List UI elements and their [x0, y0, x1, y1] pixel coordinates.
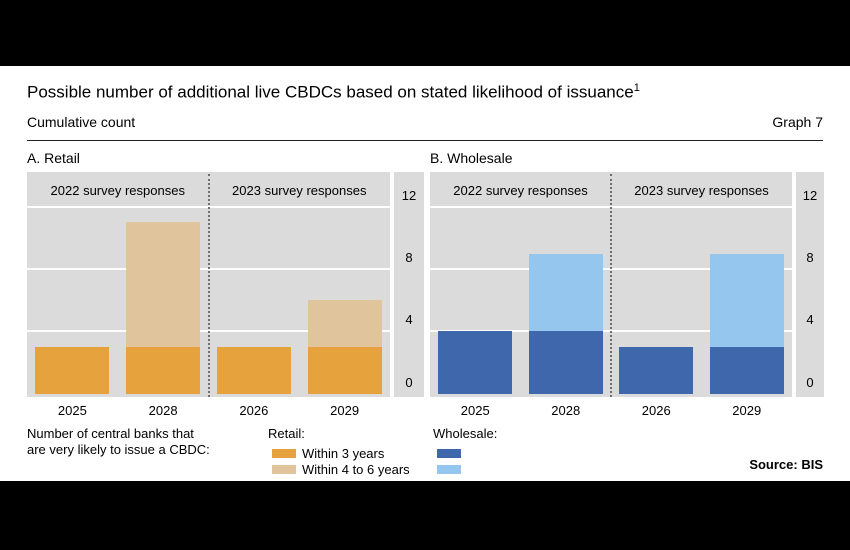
y-axis-band — [394, 172, 424, 397]
panel-title: A. Retail — [27, 150, 80, 166]
legend-swatch-icon — [437, 449, 461, 458]
legend-item — [272, 445, 385, 462]
source-label: Source: BIS — [749, 457, 823, 472]
y-axis-tick-label: 4 — [806, 312, 814, 328]
survey-divider-line — [610, 174, 612, 397]
x-axis-label: 2025 — [57, 403, 87, 418]
bar-segment-within-4-to-6-years — [529, 254, 603, 332]
y-axis-band — [796, 172, 824, 397]
y-axis-tick-label: 8 — [405, 250, 413, 266]
graph-number: Graph 7 — [772, 114, 823, 130]
plot-area — [27, 172, 390, 397]
legend-group-title: Retail: — [268, 426, 305, 441]
legend-group-retail — [268, 426, 410, 478]
bar-segment-within-3-years — [619, 347, 693, 394]
footnote-marker: 1 — [633, 82, 640, 94]
survey-group-label: 2023 survey responses — [232, 183, 367, 198]
bar-segment-within-3-years — [438, 331, 512, 393]
legend-item-label: Within 4 to 6 years — [302, 462, 410, 478]
survey-divider-line — [208, 174, 210, 397]
figure-title-text: Possible number of additional live CBDCs based on stated likelihood of issuance — [27, 82, 634, 102]
panel-title: B. Wholesale — [430, 150, 513, 166]
bar-segment-within-3-years — [217, 347, 291, 394]
x-axis-label: 2029 — [330, 403, 360, 418]
divider-rule — [27, 140, 823, 141]
x-axis-label: 2028 — [551, 403, 581, 418]
y-axis-tick-label: 12 — [401, 187, 417, 203]
x-axis-label: 2028 — [148, 403, 178, 418]
y-axis-tick-label: 8 — [806, 250, 814, 266]
x-axis-label: 2026 — [641, 403, 671, 418]
letterbox-bottom — [0, 481, 850, 550]
letterbox-top — [0, 0, 850, 66]
legend-note-line: Number of central banks that — [27, 426, 194, 441]
legend-swatch-icon — [437, 465, 461, 474]
report-figure — [0, 66, 850, 481]
bar-segment-within-3-years — [529, 331, 603, 393]
legend-swatch-icon — [272, 449, 296, 458]
x-axis-label: 2026 — [239, 403, 269, 418]
figure-title — [27, 77, 640, 104]
bar-segment-within-4-to-6-years — [126, 222, 200, 346]
x-axis-label: 2029 — [732, 403, 762, 418]
figure-unit-label: Cumulative count — [27, 114, 136, 130]
survey-group-label: 2023 survey responses — [634, 183, 769, 198]
legend-item-label: Within 3 years — [302, 446, 385, 462]
y-axis-tick-label: 0 — [405, 374, 413, 390]
legend-item — [437, 445, 467, 457]
bar-segment-within-3-years — [710, 347, 784, 394]
legend-group-title: Wholesale: — [433, 426, 498, 441]
legend-note — [27, 426, 210, 458]
legend-item — [437, 461, 467, 473]
bar-segment-within-3-years — [308, 347, 382, 394]
y-axis-tick-label: 12 — [802, 187, 818, 203]
survey-group-label: 2022 survey responses — [453, 183, 588, 198]
bar-segment-within-4-to-6-years — [710, 254, 784, 347]
bar-segment-within-3-years — [126, 347, 200, 394]
bar-segment-within-4-to-6-years — [308, 300, 382, 347]
survey-group-label: 2022 survey responses — [50, 183, 185, 198]
legend-note-line: are very likely to issue a CBDC: — [27, 442, 210, 457]
legend-group-wholesale — [433, 426, 497, 442]
x-axis-label: 2025 — [460, 403, 490, 418]
y-axis-tick-label: 4 — [405, 312, 413, 328]
legend-item — [272, 461, 410, 478]
legend-swatch-icon — [272, 465, 296, 474]
bar-segment-within-3-years — [35, 347, 109, 394]
y-axis-tick-label: 0 — [806, 374, 814, 390]
plot-area — [430, 172, 792, 397]
